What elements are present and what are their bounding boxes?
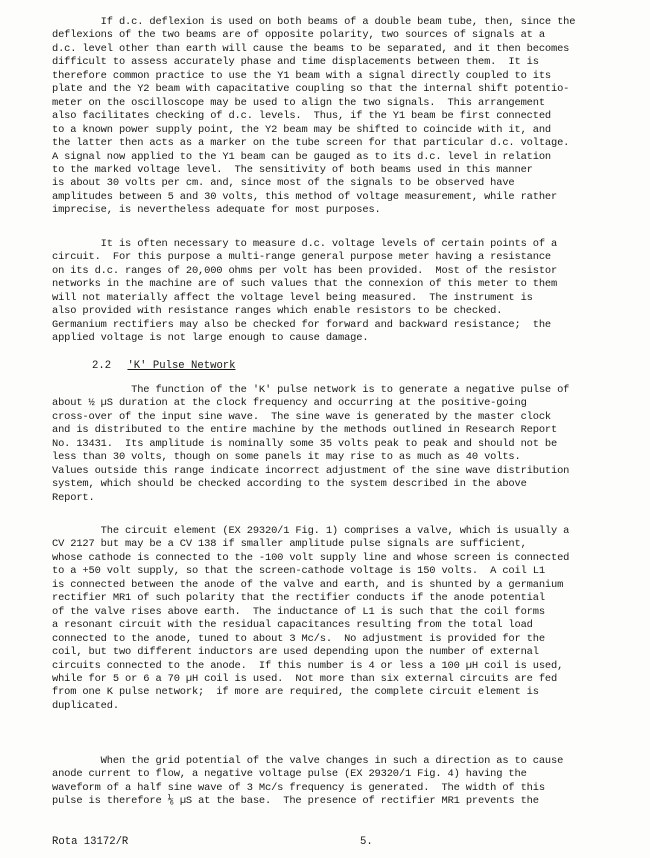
- text-line: is connected between the anode of the valve and earth, and is shunted by a germanium: [52, 578, 564, 591]
- text-line: whose cathode is connected to the -100 volt supply line and whose screen is connected: [52, 551, 570, 564]
- text-line: to a +50 volt supply, so that the screen-cathode voltage is 150 volts. A coil L1: [52, 565, 545, 578]
- text-line: Report.: [52, 491, 95, 504]
- text-line: If d.c. deflexion is used on both beams of a double beam tube, then, since the: [52, 16, 576, 28]
- text-line: and is distributed to the entire machine by the methods outlined in Research Report: [52, 424, 558, 437]
- section-title: 'K' Pulse Network: [127, 360, 236, 372]
- text-line: pulse is therefore ⅙ µS at the base. The presence of rectifier MR1 prevents the: [52, 795, 539, 808]
- text-line: coil, but two different inductors are used depending upon the number of external: [52, 646, 539, 659]
- text-line: applied voltage is not large enough to cause damage.: [52, 332, 369, 345]
- text-line: therefore common practice to use the Y1 beam with a signal directly coupled to its: [52, 69, 552, 82]
- text-line: is about 30 volts per cm. and, since most of the signals to be observed have: [52, 177, 515, 190]
- footer-reference: Rota 13172/R: [52, 836, 129, 848]
- text-line: waveform of a half sine wave of 3 Mc/s frequency is generated. The width of this: [52, 781, 545, 794]
- text-line: duplicated.: [52, 699, 119, 712]
- text-line: system, which should be checked according to the system described in the above: [52, 478, 527, 491]
- text-line: networks in the machine are of such values that the connexion of this meter to them: [52, 278, 558, 291]
- text-line: will not materially affect the voltage level being measured. The instrument is: [52, 291, 533, 304]
- text-line: on its d.c. ranges of 20,000 ohms per volt has been provided. Most of the resistor: [52, 264, 558, 277]
- text-line: It is often necessary to measure d.c. voltage levels of certain points of a: [52, 238, 558, 250]
- text-line: of the valve rises above earth. The inductance of L1 is such that the coil forms: [52, 605, 545, 618]
- page-number: 5.: [360, 836, 373, 848]
- text-line: also provided with resistance ranges which enable resistors to be checked.: [52, 305, 503, 318]
- text-line: the latter then acts as a marker on the tube screen for that particular d.c. voltage.: [52, 137, 570, 150]
- text-line: imprecise, is nevertheless adequate for most purposes.: [52, 204, 381, 217]
- paragraph-grid-potential: [52, 755, 632, 809]
- text-line: meter on the oscilloscope may be used to align the two signals. This arrangement: [52, 96, 545, 109]
- text-line: The function of the 'K' pulse network is to generate a negative pulse of: [52, 384, 570, 396]
- text-line: d.c. level other than earth will cause the beams to be separated, and it then becomes: [52, 42, 570, 55]
- text-line: A signal now applied to the Y1 beam can be gauged as to its d.c. level in relation: [52, 150, 552, 163]
- section-number: 2.2: [92, 360, 112, 372]
- text-line: also facilitates checking of d.c. levels. Thus, if the Y1 beam be first connected: [52, 110, 552, 123]
- text-line: less than 30 volts, though on some panels it may rise to as much as 40 volts.: [52, 451, 521, 464]
- text-line: from one K pulse network; if more are required, the complete circuit element is: [52, 686, 539, 699]
- text-line: CV 2127 but may be a CV 138 if smaller amplitude pulse signals are sufficient,: [52, 538, 527, 551]
- text-line: connected to the anode, tuned to about 3 Mc/s. No adjustment is provided for the: [52, 632, 545, 645]
- text-line: plate and the Y2 beam with capacitative coupling so that the internal shift potentio-: [52, 83, 570, 96]
- section-heading: [92, 360, 236, 373]
- text-line: cross-over of the input sine wave. The sine wave is generated by the master clock: [52, 410, 552, 423]
- text-line: about ½ µS duration at the clock frequency and occurring at the positive-going: [52, 397, 527, 410]
- text-line: to a known power supply point, the Y2 beam may be shifted to coincide with it, and: [52, 123, 552, 136]
- text-line: The circuit element (EX 29320/1 Fig. 1) comprises a valve, which is usually a: [52, 525, 570, 537]
- text-line: while for 5 or 6 a 70 µH coil is used. Not more than six external circuits are fed: [52, 672, 558, 685]
- text-line: a resonant circuit with the residual capacitances resulting from the total load: [52, 619, 533, 632]
- paragraph-circuit-element: [52, 525, 632, 713]
- text-line: difficult to assess accurately phase and time displacements between them. It is: [52, 56, 539, 69]
- paragraph-k-pulse-function: [52, 384, 632, 505]
- text-line: to the marked voltage level. The sensitivity of both beams used in this manner: [52, 163, 533, 176]
- paragraph-meter: [52, 238, 632, 346]
- text-line: Germanium rectifiers may also be checked for forward and backward resistance; the: [52, 318, 552, 331]
- text-line: No. 13431. Its amplitude is nominally some 35 volts peak to peak and should not be: [52, 437, 558, 450]
- text-line: Values outside this range indicate incorrect adjustment of the sine wave distribution: [52, 464, 570, 477]
- text-line: anode current to flow, a negative voltage pulse (EX 29320/1 Fig. 4) having the: [52, 768, 527, 781]
- text-line: circuit. For this purpose a multi-range general purpose meter having a resistance: [52, 251, 552, 264]
- text-line: When the grid potential of the valve changes in such a direction as to cause: [52, 755, 564, 767]
- text-line: circuits connected to the anode. If this number is 4 or less a 100 µH coil is used,: [52, 659, 564, 672]
- text-line: deflexions of the two beams are of opposite polarity, two sources of signals at a: [52, 29, 545, 42]
- text-line: rectifier MR1 of such polarity that the rectifier conducts if the anode potential: [52, 592, 545, 605]
- text-line: amplitudes between 5 and 30 volts, this method of voltage measurement, while rather: [52, 190, 558, 203]
- paragraph-deflexion: [52, 16, 632, 218]
